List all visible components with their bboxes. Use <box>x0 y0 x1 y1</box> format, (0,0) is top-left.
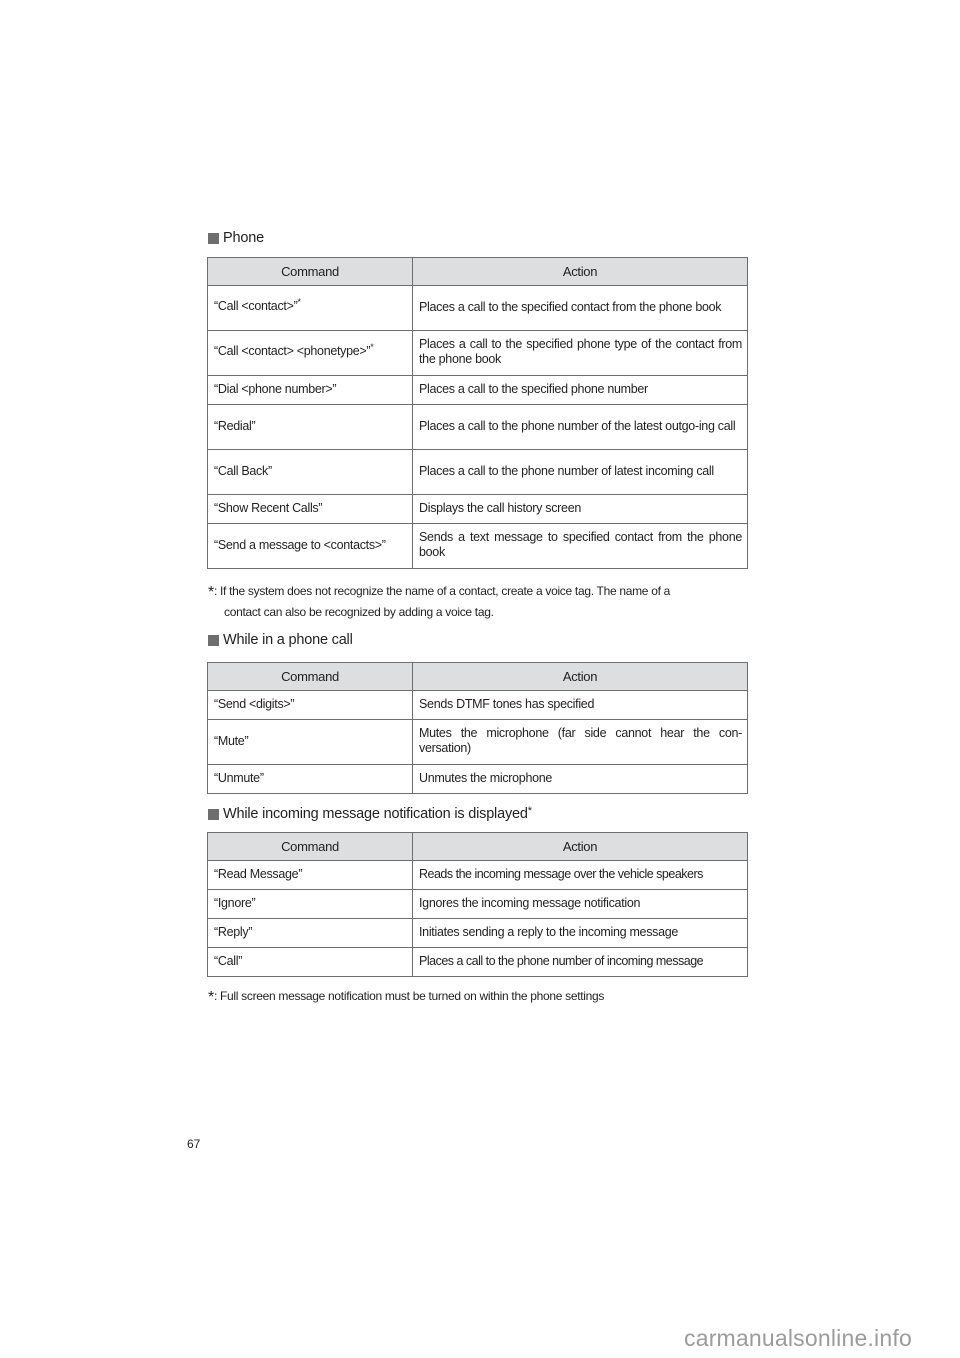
section-title: While in a phone call <box>223 632 353 648</box>
column-header-action: Action <box>413 258 748 286</box>
footnote-incoming-message <box>208 985 748 1007</box>
column-header-command: Command <box>208 833 413 861</box>
footnote-star-mark: * <box>527 805 532 817</box>
heading-square-icon <box>208 635 219 646</box>
command-cell: “Dial <phone number>” <box>208 376 413 405</box>
table-row <box>208 524 748 569</box>
footnote-text: : Full screen message notification must be turned on within the phone settings <box>213 989 605 1003</box>
column-header-command: Command <box>208 258 413 286</box>
column-header-command: Command <box>208 663 413 691</box>
section-heading-while-in-call <box>208 632 353 648</box>
footnote-star-mark: * <box>297 297 301 307</box>
table-row <box>208 450 748 495</box>
table-row <box>208 890 748 919</box>
command-cell: “Reply” <box>208 919 413 948</box>
command-cell: “Call <contact> <phonetype>”* <box>208 331 413 376</box>
action-cell: Sends DTMF tones has specified <box>413 691 748 720</box>
action-cell: Unmutes the microphone <box>413 765 748 794</box>
command-cell: “Call” <box>208 948 413 977</box>
column-header-action: Action <box>413 663 748 691</box>
action-cell: Places a call to the phone number of incoming message <box>413 948 748 977</box>
command-cell: “Read Message” <box>208 861 413 890</box>
command-cell: “Send <digits>” <box>208 691 413 720</box>
footnote-star-mark: * <box>370 342 374 352</box>
action-cell: Displays the call history screen <box>413 495 748 524</box>
table-row <box>208 861 748 890</box>
table-row <box>208 919 748 948</box>
action-cell: Initiates sending a reply to the incoming message <box>413 919 748 948</box>
table-row <box>208 495 748 524</box>
incoming-message-commands-table <box>207 832 748 977</box>
command-cell: “Mute” <box>208 720 413 765</box>
command-cell: “Unmute” <box>208 765 413 794</box>
command-cell: “Call Back” <box>208 450 413 495</box>
command-cell: “Ignore” <box>208 890 413 919</box>
action-cell: Places a call to the specified contact from the phone book <box>413 286 748 331</box>
action-cell: Ignores the incoming message notification <box>413 890 748 919</box>
footnote-phone <box>208 580 748 623</box>
action-cell: Reads the incoming message over the vehicle speakers <box>413 861 748 890</box>
table-header-row <box>208 663 748 691</box>
table-row <box>208 405 748 450</box>
table-row <box>208 765 748 794</box>
action-cell: Places a call to the specified phone number <box>413 376 748 405</box>
in-call-commands-table <box>207 662 748 794</box>
command-cell: “Show Recent Calls” <box>208 495 413 524</box>
action-cell: Places a call to the specified phone type of the contact from the phone book <box>413 331 748 376</box>
command-cell: “Call <contact>”* <box>208 286 413 331</box>
section-heading-phone <box>208 230 264 246</box>
table-row <box>208 691 748 720</box>
table-row <box>208 331 748 376</box>
footnote-star-mark: * <box>208 989 214 1006</box>
action-cell: Sends a text message to specified contact from the phone book <box>413 524 748 569</box>
command-cell: “Redial” <box>208 405 413 450</box>
watermark: carmanualsonline.info <box>684 1325 912 1351</box>
section-title: Phone <box>223 230 264 246</box>
page-number: 67 <box>187 1137 201 1151</box>
command-cell: “Send a message to <contacts>” <box>208 524 413 569</box>
phone-commands-table <box>207 257 748 569</box>
table-row <box>208 286 748 331</box>
section-title: While incoming message notification is displayed <box>223 806 528 822</box>
footnote-text-continued: contact can also be recognized by adding a voice tag. <box>224 605 494 619</box>
table-header-row <box>208 258 748 286</box>
footnote-star-mark: * <box>208 584 214 601</box>
action-cell: Mutes the microphone (far side cannot hear the con-versation) <box>413 720 748 765</box>
action-cell: Places a call to the phone number of the latest outgo-ing call <box>413 405 748 450</box>
table-header-row <box>208 833 748 861</box>
table-row <box>208 376 748 405</box>
column-header-action: Action <box>413 833 748 861</box>
heading-square-icon <box>208 809 219 820</box>
heading-square-icon <box>208 233 219 244</box>
table-row <box>208 720 748 765</box>
section-heading-incoming-message <box>208 806 532 822</box>
table-row <box>208 948 748 977</box>
action-cell: Places a call to the phone number of latest incoming call <box>413 450 748 495</box>
footnote-text: : If the system does not recognize the name of a contact, create a voice tag. The name of a <box>213 584 671 598</box>
